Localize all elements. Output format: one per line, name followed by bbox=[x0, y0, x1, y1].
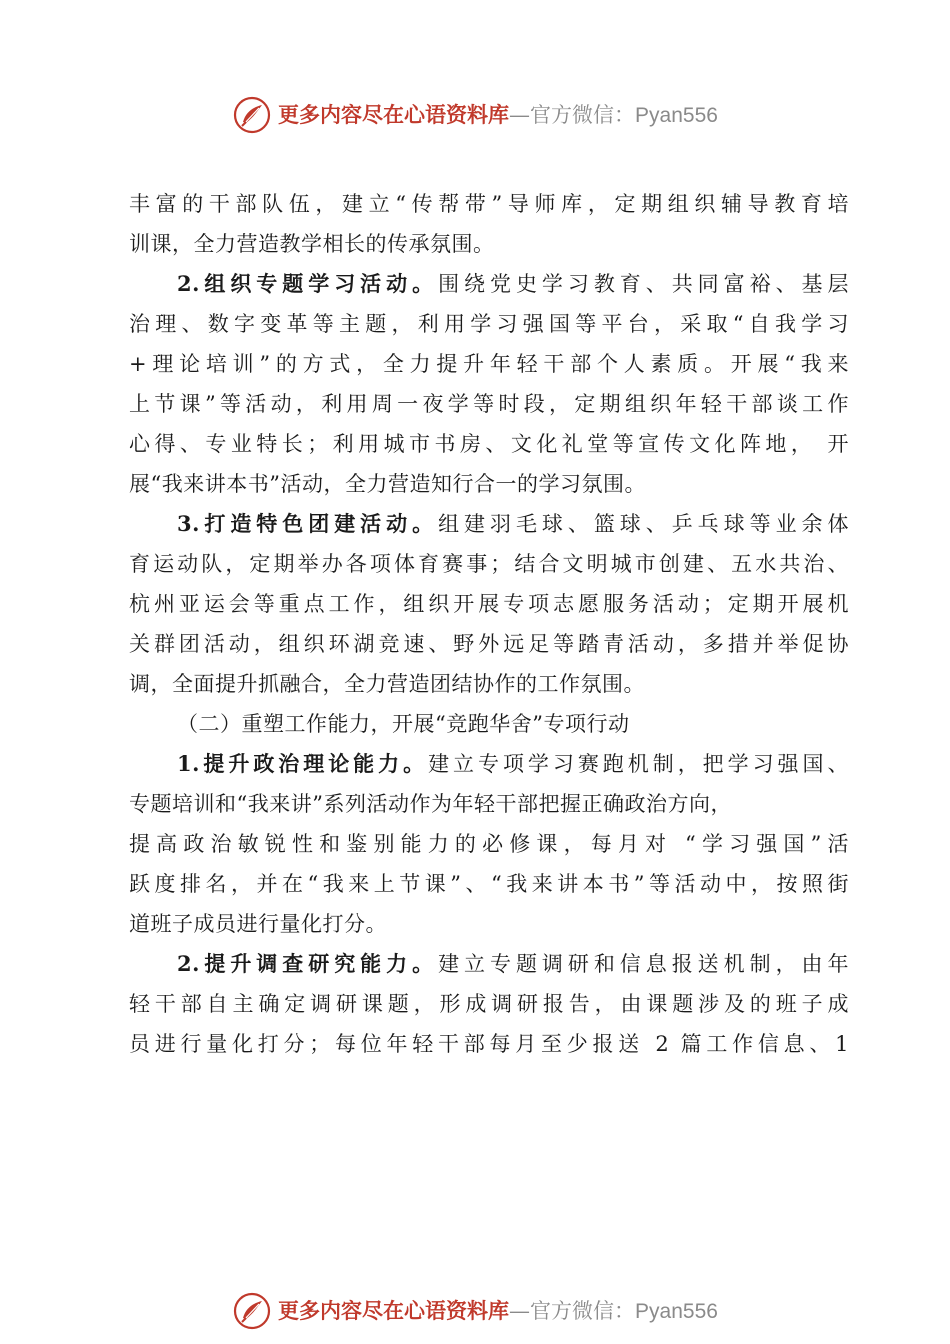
text-line: 提高政治敏锐性和鉴别能力的必修课，每月对 “学习强国”活 bbox=[129, 832, 849, 856]
paragraph-1 bbox=[129, 184, 849, 264]
text-line: 关群团活动，组织环湖竞速、野外远足等踏青活动，多措并举促协 bbox=[129, 632, 849, 656]
text-line: 轻干部自主确定调研课题，形成调研报告，由课题涉及的班子成 bbox=[129, 992, 849, 1016]
text-line: 治理、数字变革等主题，利用学习强国等平台，采取“自我学习 bbox=[129, 312, 849, 336]
header-watermark bbox=[0, 91, 950, 139]
text-line: +理论培训”的方式，全力提升年轻干部个人素质。开展“我来 bbox=[129, 352, 849, 376]
text-line bbox=[129, 944, 849, 984]
text-line: 心得、专业特长；利用城市书房、文化礼堂等宣传文化阵地， 开 bbox=[129, 432, 849, 456]
text-line: 跃度排名，并在“我来上节课”、“我来讲本书”等活动中，按照街 bbox=[129, 872, 849, 896]
wechat-handle: Pyan556 bbox=[635, 104, 718, 127]
paragraph-heading: 2.提升调查研究能力。 bbox=[177, 951, 439, 976]
text-line bbox=[129, 504, 849, 544]
dash: — bbox=[509, 103, 531, 127]
brand-name: 更多内容尽在心语资料库 bbox=[278, 102, 510, 127]
text-line: 道班子成员进行量化打分。 bbox=[129, 912, 387, 936]
watermark-text bbox=[278, 1300, 718, 1322]
text-span: 建立专题调研和信息报送机制，由年 bbox=[438, 952, 849, 976]
text-line: 杭州亚运会等重点工作，组织开展专项志愿服务活动；定期开展机 bbox=[129, 592, 849, 616]
text-line bbox=[129, 744, 849, 784]
brand-logo-icon bbox=[232, 1291, 272, 1331]
text-line: 专题培训和“我来讲”系列活动作为年轻干部把握正确政治方向， bbox=[129, 792, 732, 816]
paragraph-4 bbox=[129, 744, 849, 944]
text-line: 员进行量化打分；每位年轻干部每月至少报送 2 篇工作信息、1 bbox=[129, 1032, 849, 1056]
section-heading: （二）重塑工作能力，开展“竞跑华舍”专项行动 bbox=[177, 712, 630, 736]
paragraph-3 bbox=[129, 504, 849, 704]
text-line: 丰富的干部队伍，建立“传帮带”导师库，定期组织辅导教育培 bbox=[129, 192, 849, 216]
text-line: 展“我来讲本书”活动，全力营造知行合一的学习氛围。 bbox=[129, 472, 646, 496]
watermark-text bbox=[278, 104, 718, 126]
paragraph-heading: 2.组织专题学习活动。 bbox=[177, 271, 439, 296]
official-label: 官方微信： bbox=[530, 1299, 636, 1323]
footer-watermark bbox=[0, 1287, 950, 1335]
text-line: 调，全面提升抓融合，全力营造团结协作的工作氛围。 bbox=[129, 672, 645, 696]
paragraph-heading: 3.打造特色团建活动。 bbox=[177, 511, 439, 536]
official-label: 官方微信： bbox=[530, 103, 636, 127]
text-line: 育运动队，定期举办各项体育赛事；结合文明城市创建、五水共治、 bbox=[129, 552, 849, 576]
brand-logo-icon bbox=[232, 95, 272, 135]
brand-name: 更多内容尽在心语资料库 bbox=[278, 1298, 510, 1323]
dash: — bbox=[509, 1299, 531, 1323]
wechat-handle: Pyan556 bbox=[635, 1300, 718, 1323]
paragraph-heading: 1.提升政治理论能力。 bbox=[177, 751, 429, 776]
text-line: 训课，全力营造教学相长的传承氛围。 bbox=[129, 232, 495, 256]
text-span: 建立专项学习赛跑机制，把学习强国、 bbox=[428, 752, 849, 776]
paragraph-5 bbox=[129, 944, 849, 1064]
text-span: 组建羽毛球、篮球、乒乓球等业余体 bbox=[438, 512, 849, 536]
text-line: 上节课”等活动，利用周一夜学等时段，定期组织年轻干部谈工作 bbox=[129, 392, 849, 416]
text-line bbox=[129, 264, 849, 304]
paragraph-2 bbox=[129, 264, 849, 504]
text-span: 围绕党史学习教育、共同富裕、基层 bbox=[438, 272, 849, 296]
document-body bbox=[129, 184, 849, 1064]
